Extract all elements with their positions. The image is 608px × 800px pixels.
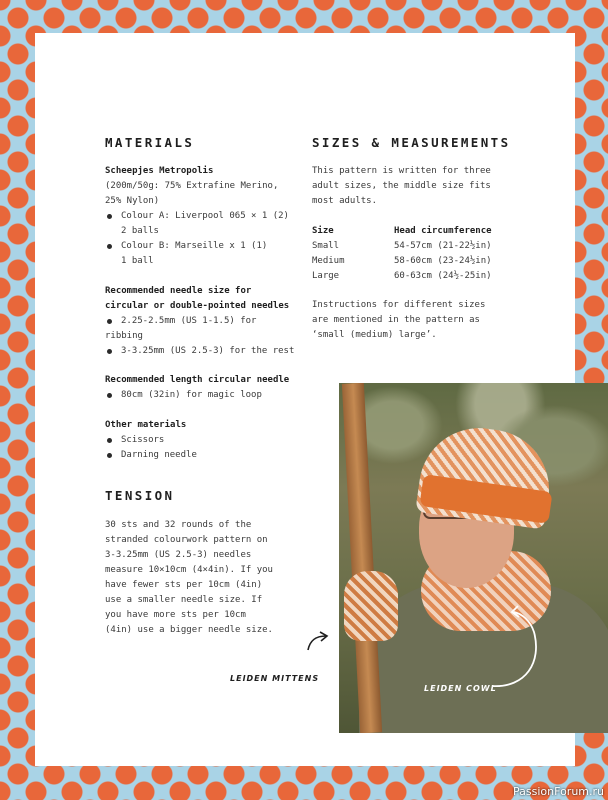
other-materials-heading: Other materials [105,420,187,430]
size-name: Large [312,271,340,281]
table-row [312,239,492,254]
yarn-spec-line-1: (200m/50g: 75% Extrafine Merino, [105,181,279,191]
table-row [312,254,492,269]
tension-line: 30 sts and 32 rounds of the [105,520,252,530]
materials-heading: MATERIALS [105,135,195,150]
size-name: Medium [312,256,345,266]
needle-ribbing-item: 2.25-2.5mm (US 1-1.5) for [105,314,305,329]
needle-heading-line-2: circular or double-pointed needles [105,301,290,311]
other-materials-block [105,418,305,463]
size-value: 54-57cm (21-22½in) [394,241,492,251]
sizes-intro-line-2: adult sizes, the middle size fits [312,181,491,191]
size-value: 58-60cm (23-24½in) [394,256,492,266]
sizes-note-line-3: ‘small (medium) large’. [312,330,437,340]
other-darning-item: Darning needle [105,448,305,463]
sizes-intro-line-1: This pattern is written for three [312,166,491,176]
colour-b-amount: 1 ball [121,256,154,266]
sizes-intro [312,164,512,209]
materials-yarn-block [105,164,305,269]
mittens-label: LEIDEN MITTENS [230,674,320,683]
size-value: 60-63cm (24½-25in) [394,271,492,281]
col-head-header: Head circumference [394,226,492,236]
sizes-note [312,298,512,343]
tension-line: (4in) use a bigger needle size. [105,625,273,635]
circular-needle-block [105,373,305,403]
sizes-intro-line-3: most adults. [312,196,378,206]
sizes-heading: SIZES & MEASUREMENTS [312,135,511,150]
col-size-header: Size [312,226,334,236]
needle-ribbing-cont: ribbing [105,331,143,341]
colour-a-item: Colour A: Liverpool 065 × 1 (2) [105,209,305,224]
table-row [312,269,492,284]
sizes-note-line-2: are mentioned in the pattern as [312,315,480,325]
size-name: Small [312,241,340,251]
tension-line: measure 10×10cm (4×4in). If you [105,565,273,575]
needle-heading-line-1: Recommended needle size for [105,286,252,296]
sizes-table [312,224,492,284]
tension-line: 3-3.25mm (US 2.5-3) needles [105,550,252,560]
needle-rest-item: 3-3.25mm (US 2.5-3) for the rest [105,344,305,359]
needle-size-block [105,284,305,359]
mittens-arrow-icon [304,630,332,654]
circular-item: 80cm (32in) for magic loop [105,388,305,403]
tension-heading: TENSION [105,488,175,503]
tension-line: have fewer sts per 10cm (4in) [105,580,263,590]
mitten-knit [344,571,398,641]
colour-a-amount: 2 balls [121,226,159,236]
tension-line: you have more sts per 10cm [105,610,246,620]
model-photo [339,383,608,733]
tension-line: use a smaller needle size. If [105,595,263,605]
cowl-arrow-icon [486,602,546,692]
cowl-label: LEIDEN COWL [424,684,497,693]
tension-line: stranded colourwork pattern on [105,535,268,545]
colour-b-item: Colour B: Marseille x 1 (1) [105,239,305,254]
other-scissors-item: Scissors [105,433,305,448]
yarn-name: Scheepjes Metropolis [105,166,214,176]
sizes-note-line-1: Instructions for different sizes [312,300,486,310]
sizes-table-header [312,224,492,239]
circular-heading: Recommended length circular needle [105,375,290,385]
watermark-text: PassionForum.ru [513,785,604,798]
tension-text [105,518,305,638]
yarn-spec-line-2: 25% Nylon) [105,196,160,206]
